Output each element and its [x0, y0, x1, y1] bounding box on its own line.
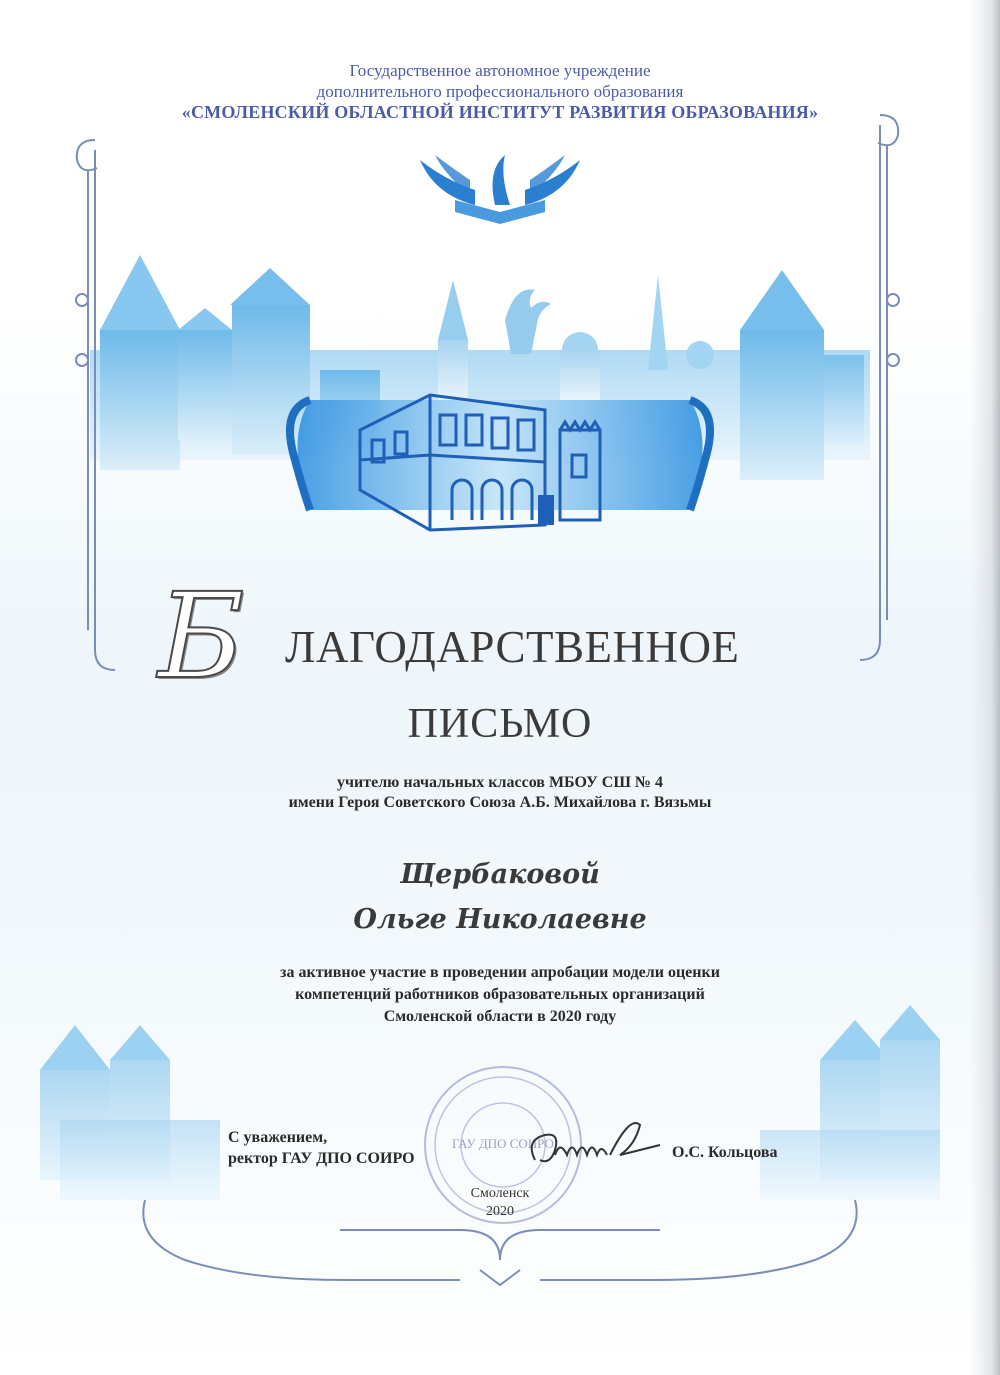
- header-institution-name: «СМОЛЕНСКИЙ ОБЛАСТНОЙ ИНСТИТУТ РАЗВИТИЯ ОБРАЗОВАНИЯ»: [181, 102, 819, 122]
- institute-logo: [420, 155, 580, 224]
- recipient-line-1: учителю начальных классов МБОУ СШ № 4: [337, 774, 663, 791]
- scroll-with-building: [290, 395, 710, 530]
- recipient-name: [200, 852, 800, 942]
- signatory-position: ректор ГАУ ДПО СОИРО: [228, 1150, 415, 1167]
- signature-greeting: С уважением,: [228, 1129, 328, 1146]
- certificate-subtitle: ПИСЬМО: [407, 701, 593, 747]
- recipient-given-name: Ольге Николаевне: [353, 904, 647, 935]
- page-edge-shadow: [970, 0, 1000, 1375]
- header-line-2: дополнительного профессионального образования: [316, 82, 684, 101]
- header-line-1: Государственное автономное учреждение: [349, 61, 651, 80]
- handwritten-signature: [515, 1120, 675, 1180]
- title-initial: Б: [158, 567, 245, 705]
- signatory-block: [228, 1127, 415, 1169]
- place-and-year: [440, 1185, 560, 1221]
- signatory-name: О.С. Кольцова: [672, 1144, 778, 1161]
- recipient-line-2: имени Героя Советского Союза А.Б. Михайлова г. Вязьмы: [288, 794, 712, 811]
- certificate-title: [150, 567, 850, 705]
- reason-line-3: Смоленской области в 2020 году: [383, 1008, 617, 1025]
- stamp-center-text: ГАУ ДПО СОИРО: [452, 1136, 554, 1151]
- issue-year: 2020: [486, 1204, 514, 1219]
- institution-header: [100, 60, 900, 123]
- title-rest: ЛАГОДАРСТВЕННОЕ: [285, 622, 740, 672]
- city-name: Смоленск: [470, 1186, 530, 1201]
- recipient-description: [150, 773, 850, 813]
- recipient-surname: Щербаковой: [400, 859, 600, 890]
- award-reason: [150, 962, 850, 1028]
- reason-line-1: за активное участие в проведении апробации модели оценки: [280, 964, 720, 981]
- reason-line-2: компетенций работников образовательных организаций: [295, 986, 705, 1003]
